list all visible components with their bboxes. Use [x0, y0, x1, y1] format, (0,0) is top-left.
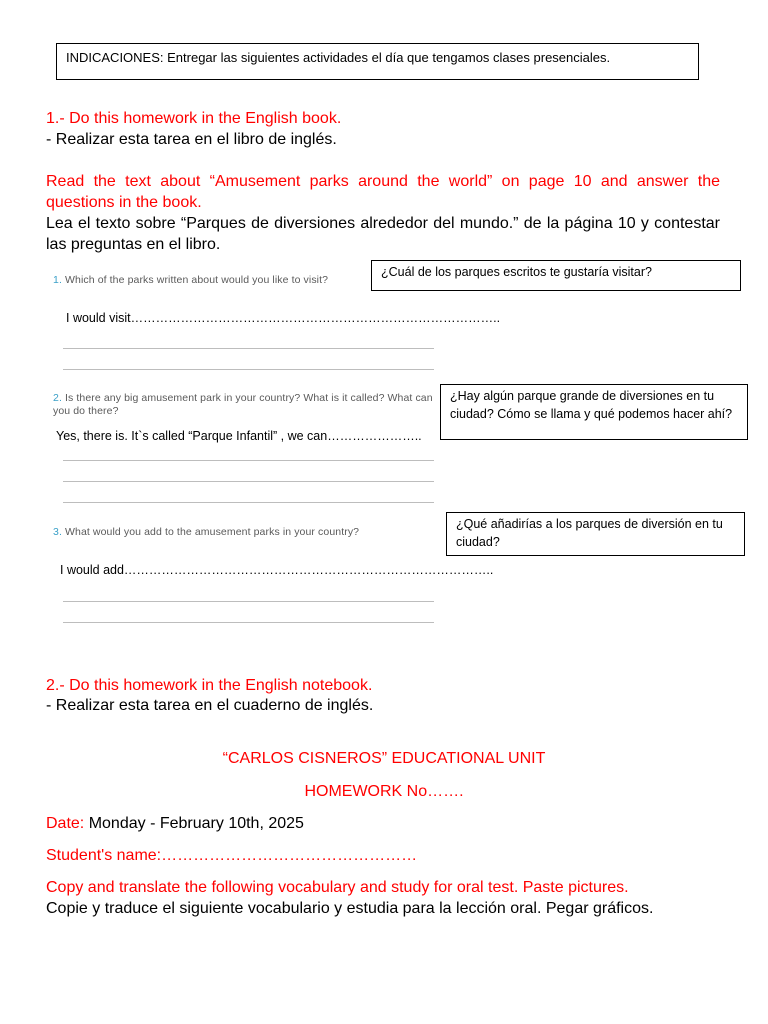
question-2: [53, 392, 438, 418]
section1-title-es: - Realizar esta tarea en el libro de inglés.: [46, 131, 337, 148]
question-3-callout: [446, 512, 745, 556]
question-1-callout-text: ¿Cuál de los parques escritos te gustaría visitar?: [381, 265, 652, 279]
section1-read-es: Lea el texto sobre “Parques de diversiones alrededor del mundo.” de la página 10 y contestar las preguntas en el libro.: [46, 215, 720, 253]
instructions-text: INDICACIONES: Entregar las siguientes actividades el día que tengamos clases presenciales.: [66, 50, 611, 65]
question-3-text: What would you add to the amusement parks in your country?: [65, 526, 360, 538]
answer-line: [63, 460, 434, 461]
question-1: [53, 274, 383, 287]
date-value: Monday - February 10th, 2025: [88, 815, 304, 832]
question-3: [53, 526, 433, 539]
answer-3[interactable]: I would add……………………………………………………………………………..: [60, 563, 494, 577]
copy-instructions-en: Copy and translate the following vocabulary and study for oral test. Paste pictures.: [46, 879, 629, 896]
school-name: “CARLOS CISNEROS” EDUCATIONAL UNIT: [222, 750, 546, 767]
homework-number: HOMEWORK No…….: [304, 783, 464, 800]
answer-line: [63, 502, 434, 503]
instructions-box: [56, 43, 699, 80]
question-2-text: Is there any big amusement park in your country? What is it called? What can you do there?: [53, 392, 433, 417]
student-name-line: Student's name:…………………………………………: [46, 847, 418, 864]
question-3-number: 3.: [53, 526, 62, 538]
date-label: Date:: [46, 815, 85, 832]
question-1-callout: [371, 260, 741, 291]
question-2-number: 2.: [53, 392, 62, 404]
answer-2[interactable]: Yes, there is. It`s called “Parque Infantil” , we can…………………..: [56, 429, 422, 443]
question-2-callout-text: ¿Hay algún parque grande de diversiones en tu ciudad? Cómo se llama y qué podemos hacer ahí?: [450, 389, 733, 421]
section2-title-es: - Realizar esta tarea en el cuaderno de inglés.: [46, 697, 374, 714]
question-2-callout: [440, 384, 748, 440]
date-line: [46, 813, 304, 834]
section1-read-en: Read the text about “Amusement parks around the world” on page 10 and answer the questions in the book.: [46, 173, 720, 211]
copy-instructions-es: Copie y traduce el siguiente vocabulario y estudia para la lección oral. Pegar gráficos.: [46, 900, 654, 917]
question-1-text: Which of the parks written about would you like to visit?: [65, 274, 329, 286]
question-3-callout-text: ¿Qué añadirías a los parques de diversión en tu ciudad?: [456, 517, 723, 549]
answer-line: [63, 369, 434, 370]
question-1-number: 1.: [53, 274, 62, 286]
answer-line: [63, 601, 434, 602]
section2-title-en: 2.- Do this homework in the English notebook.: [46, 677, 373, 694]
answer-1[interactable]: I would visit……………………………………………………………………………..: [66, 311, 501, 325]
answer-line: [63, 481, 434, 482]
answer-line: [63, 348, 434, 349]
answer-line: [63, 622, 434, 623]
section1-title-en: 1.- Do this homework in the English book.: [46, 110, 342, 127]
